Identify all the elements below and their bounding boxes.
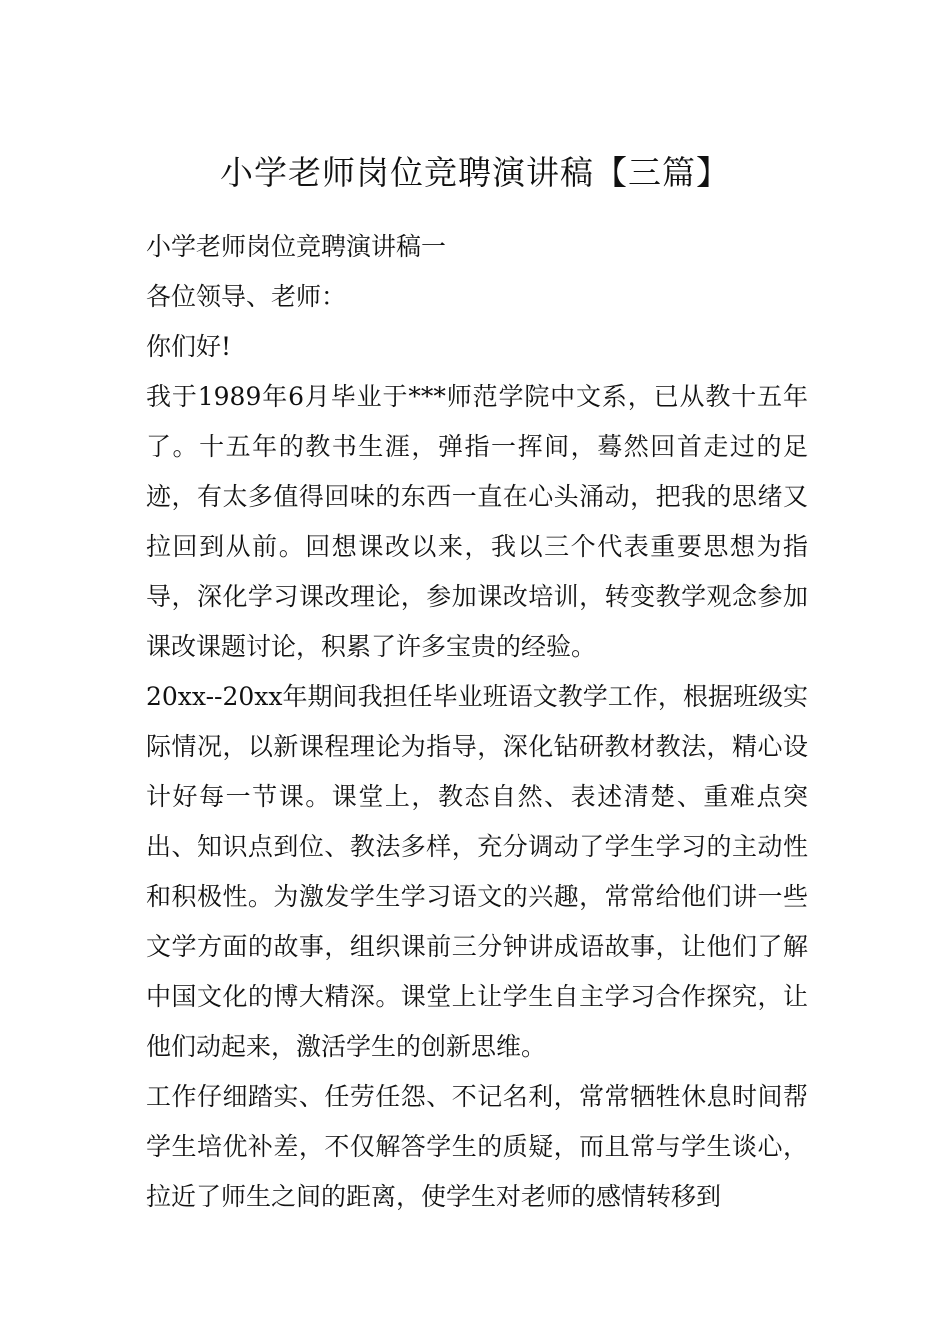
document-title: 小学老师岗位竞聘演讲稿【三篇】 <box>220 153 730 193</box>
paragraph-3: 工作仔细踏实、任劳任怨、不记名利，常常牺牲休息时间帮学生培优补差，不仅解答学生的质疑，而且常与学生谈心，拉近了师生之间的距离，使学生对老师的感情转移到 <box>146 1082 808 1211</box>
section-heading: 小学老师岗位竞聘演讲稿一 <box>146 232 447 261</box>
paragraph-2: 20xx--20xx年期间我担任毕业班语文教学工作，根据班级实际情况，以新课程理论为指导，深化钻研教材教法，精心设计好每一节课。课堂上，教态自然、表述清楚、重难点突出、知识点到位、教法多样，充分调动了学生学习的主动性和积极性。为激发学生学习语文的兴趣，常常给他们讲一些文学方面的故事，组织课前三分钟讲成语故事，让他们了解中国文化的博大精深。课堂上让学生自主学习合作探究，让他们动起来，激活学生的创新思维。 <box>146 682 808 1061</box>
document-body <box>146 222 808 1222</box>
salutation: 各位领导、老师： <box>146 282 347 311</box>
greeting: 你们好! <box>146 332 232 361</box>
paragraph-1: 我于1989年6月毕业于***师范学院中文系，已从教十五年了。十五年的教书生涯，弹指一挥间，蓦然回首走过的足迹，有太多值得回味的东西一直在心头涌动，把我的思绪又拉回到从前。回想课改以来，我以三个代表重要思想为指导，深化学习课改理论，参加课改培训，转变教学观念参加课改课题讨论，积累了许多宝贵的经验。 <box>146 382 808 661</box>
